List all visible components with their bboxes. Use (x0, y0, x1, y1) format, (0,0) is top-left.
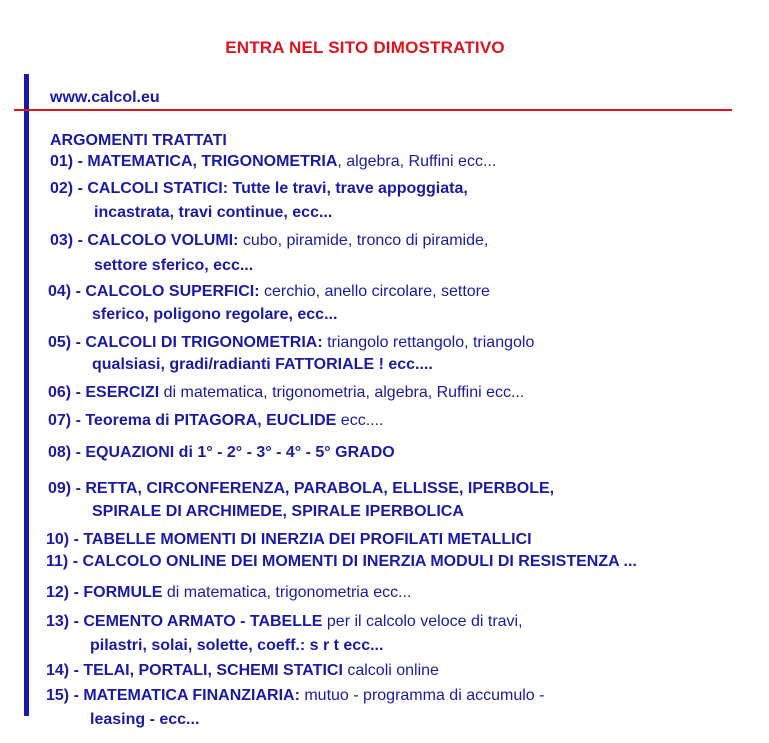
topic-title: TELAI, PORTALI, SCHEMI STATICI (83, 662, 343, 679)
topic-number: 15) - (46, 687, 84, 704)
topic-number: 06) - (48, 384, 86, 401)
topic-item-06[interactable] (48, 384, 524, 402)
topic-title: RETTA, CIRCONFERENZA, PARABOLA, ELLISSE, IPERBOLE, (85, 480, 555, 497)
topic-number: 04) - (48, 283, 86, 300)
topic-title: ESERCIZI (85, 384, 160, 401)
topic-number: 14) - (46, 662, 84, 679)
topic-item-13[interactable] (46, 610, 523, 658)
topic-title: Teorema di PITAGORA, EUCLIDE (85, 412, 337, 429)
topic-continuation: settore sferico, ecc... (94, 257, 254, 274)
topic-number: 11) - (46, 553, 83, 570)
header-divider (14, 109, 732, 111)
topic-item-10[interactable] (46, 531, 532, 549)
topic-item-01[interactable] (50, 153, 496, 171)
topic-number: 07) - (48, 412, 86, 429)
topic-continuation: SPIRALE DI ARCHIMEDE, SPIRALE IPERBOLICA (92, 503, 464, 520)
topic-item-15[interactable] (46, 684, 544, 732)
topic-title: CALCOLI DI TRIGONOMETRIA: (85, 334, 323, 351)
left-accent-bar (24, 74, 29, 716)
topic-description: triangolo rettangolo, triangolo (322, 334, 535, 351)
topic-title: FORMULE (83, 584, 163, 601)
topic-item-03[interactable] (50, 228, 488, 278)
topic-description: per il calcolo veloce di travi, (322, 613, 523, 630)
topic-number: 08) - (48, 444, 86, 461)
topic-item-04[interactable] (48, 280, 490, 326)
topic-description: di matematica, trigonometria, algebra, Ruffini ecc... (159, 384, 525, 401)
topic-description: cerchio, anello circolare, settore (259, 283, 490, 300)
topic-description: cubo, piramide, tronco di piramide, (238, 232, 489, 249)
demo-site-link[interactable]: ENTRA NEL SITO DIMOSTRATIVO (225, 38, 505, 57)
topic-title: CALCOLO VOLUMI: (87, 232, 239, 249)
topic-description: calcoli online (342, 662, 439, 679)
topic-description: mutuo - programma di accumulo - (299, 687, 545, 704)
topic-item-09[interactable] (48, 477, 554, 523)
topic-title: EQUAZIONI di 1° - 2° - 3° - 4° - 5° GRADO (85, 444, 395, 461)
topics-heading: ARGOMENTI TRATTATI (50, 132, 227, 149)
topic-description: ecc.... (336, 412, 384, 429)
topic-item-14[interactable] (46, 662, 439, 680)
topic-number: 12) - (46, 584, 84, 601)
topic-title: CALCOLO ONLINE DEI MOMENTI DI INERZIA MODULI DI RESISTENZA ... (82, 553, 637, 570)
topic-title: TABELLE MOMENTI DI INERZIA DEI PROFILATI METALLICI (83, 531, 532, 548)
topic-number: 02) - (50, 180, 88, 197)
topic-title: CALCOLI STATICI: Tutte le travi, trave appoggiata, (87, 180, 468, 197)
topic-title: MATEMATICA, TRIGONOMETRIA (87, 153, 338, 170)
topic-number: 01) - (50, 153, 88, 170)
topic-continuation: sferico, poligono regolare, ecc... (92, 306, 338, 323)
site-url-link[interactable]: www.calcol.eu (50, 89, 160, 106)
topic-title: CALCOLO SUPERFICI: (85, 283, 260, 300)
topic-number: 13) - (46, 613, 84, 630)
topic-item-07[interactable] (48, 412, 383, 430)
topic-continuation: leasing - ecc... (90, 711, 200, 728)
topic-number: 10) - (46, 531, 84, 548)
topic-number: 05) - (48, 334, 86, 351)
topic-item-05[interactable] (48, 332, 534, 376)
topic-continuation: incastrata, travi continue, ecc... (94, 204, 333, 221)
topic-number: 03) - (50, 232, 88, 249)
topic-title: CEMENTO ARMATO - TABELLE (83, 613, 323, 630)
topic-item-12[interactable] (46, 584, 411, 602)
topic-description: di matematica, trigonometria ecc... (162, 584, 412, 601)
topic-item-08[interactable] (48, 444, 395, 462)
topic-item-02[interactable] (50, 177, 468, 225)
topic-title: MATEMATICA FINANZIARIA: (83, 687, 300, 704)
topic-number: 09) - (48, 480, 86, 497)
topic-description: , algebra, Ruffini ecc... (337, 153, 497, 170)
topic-continuation: qualsiasi, gradi/radianti FATTORIALE ! ecc.... (92, 356, 433, 373)
topic-continuation: pilastri, solai, solette, coeff.: s r t ecc... (90, 637, 384, 654)
topic-item-11[interactable] (46, 553, 637, 571)
